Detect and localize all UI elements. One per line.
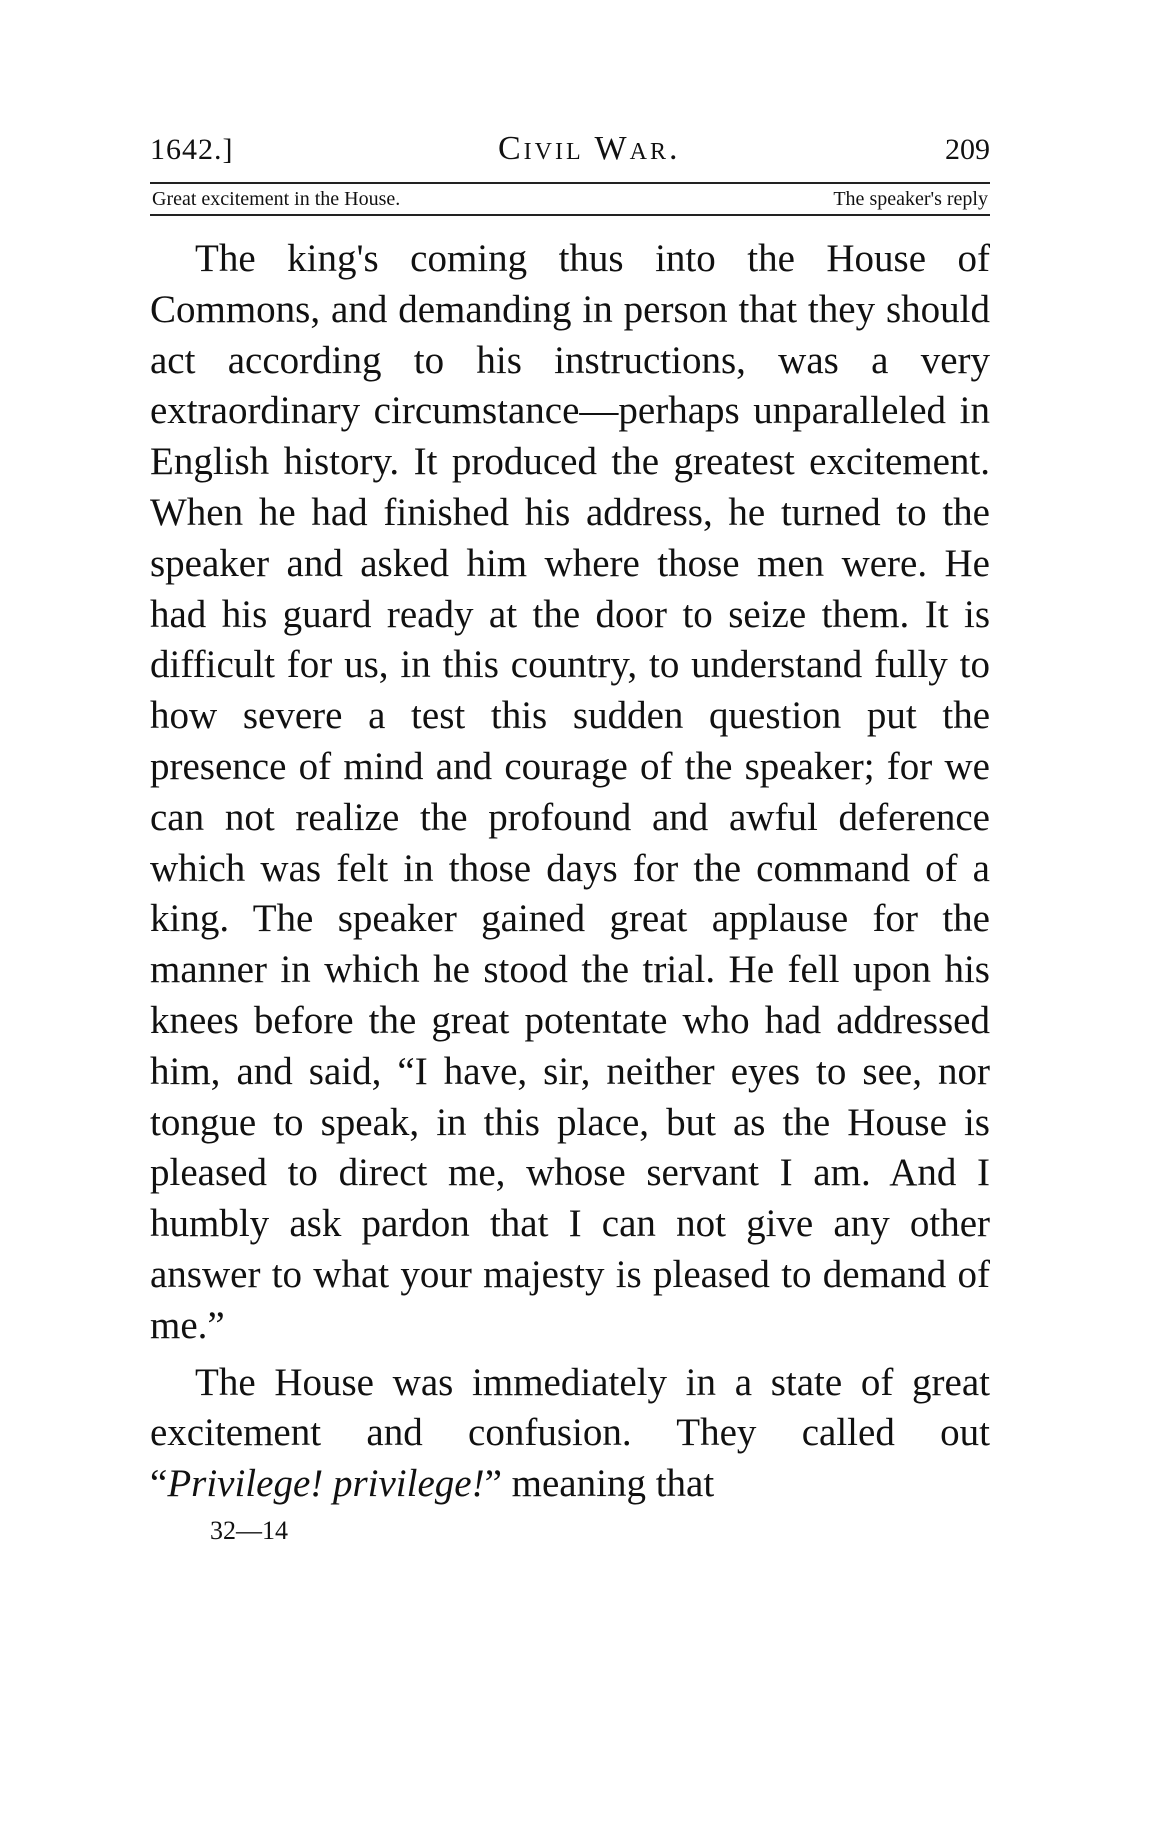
header-year: 1642.] — [150, 133, 234, 166]
header-title: Civil War. — [498, 130, 681, 167]
subheader — [150, 184, 990, 214]
paragraph-2 — [150, 1358, 990, 1510]
signature-mark: 32—14 — [210, 1515, 288, 1545]
paragraph-2-italic: Privilege! privilege! — [167, 1462, 485, 1506]
page-number: 209 — [944, 133, 990, 166]
subheader-left: Great excitement in the House. — [152, 188, 401, 210]
paragraph-2-after: ” meaning that — [484, 1462, 715, 1506]
paragraph-2-before: The House was immediately in a state of great excitement and confusion. They called out “ — [150, 1360, 990, 1506]
book-page — [150, 130, 990, 1546]
subheader-right: The speaker's reply — [833, 188, 988, 210]
header-rule-bottom — [150, 214, 990, 216]
paragraph-1: The king's coming thus into the House of Commons, and demanding in person that they should act according to his instructions, was a very extraordinary circumstance—perhaps unparalleled in English history. It produced the greatest excitement. When he had finished his address, he turned to the speaker and asked him where those men were. He had his guard ready at the door to seize them. It is difficult for us, in this country, to understand fully to how severe a test this sudden question put the presence of mind and courage of the speaker; for we can not realize the profound and awful deference which was felt in those days for the command of a king. The speaker gained great applause for the manner in which he stood the trial. He fell upon his knees before the great potentate who had addressed him, and said, “I have, sir, neither eyes to see, nor tongue to speak, in this place, but as the House is pleased to direct me, whose servant I am. And I humbly ask pardon that I can not give any other answer to what your majesty is pleased to demand of me.” — [150, 237, 990, 1347]
running-head — [150, 130, 990, 178]
